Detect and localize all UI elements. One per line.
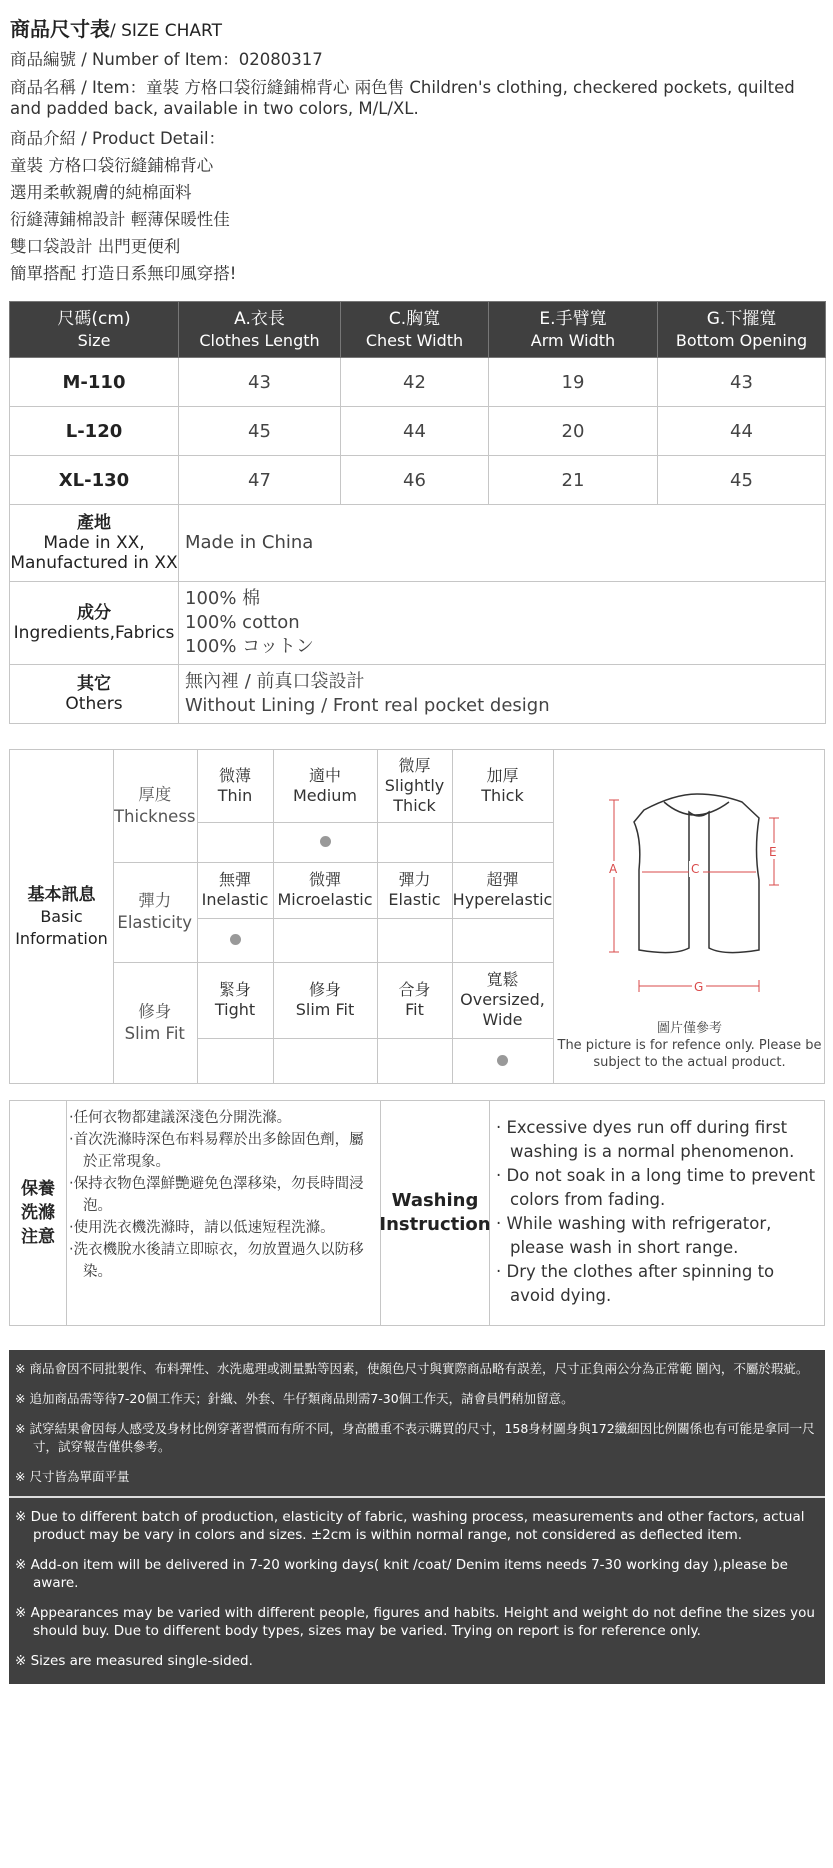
- header-en: Chest Width: [365, 330, 464, 350]
- origin-label: [10, 505, 179, 582]
- title-en: / SIZE CHART: [110, 21, 222, 41]
- size-label: L-120: [10, 407, 179, 456]
- selection-cell: [377, 1038, 452, 1083]
- notice-item: ※ Appearances may be varied with different people, figures and habits. Height and weight do not define the sizes you should buy. Due to different body types, sizes may be varied. Trying on report is for reference only.: [15, 1605, 815, 1639]
- selection-cell: [273, 1038, 377, 1083]
- caption-zh: 圖片僅參考: [656, 1021, 722, 1036]
- diagram-caption: [554, 1020, 825, 1071]
- option-zh: 適中: [308, 765, 341, 785]
- option-zh: 修身: [308, 980, 341, 999]
- option-zh: 無彈: [218, 870, 251, 889]
- header-zh: A.衣長: [234, 308, 285, 329]
- option-zh: 超彈: [486, 870, 519, 889]
- label-e: E: [769, 845, 777, 859]
- measurement-diagram: [553, 750, 825, 1083]
- others-line: Without Lining / Front real pocket design: [185, 695, 550, 716]
- fabric-en: Ingredients,Fabrics: [13, 623, 175, 643]
- selection-cell: [452, 918, 553, 962]
- page-title: [10, 14, 825, 46]
- list-item: ‧任何衣物都建議深淺色分開洗滌。: [69, 1110, 292, 1126]
- size-label: M-110: [10, 358, 179, 407]
- table-row: [10, 456, 826, 505]
- basic-info-zh: 基本訊息: [27, 884, 96, 905]
- origin-en: Made in XX,: [43, 533, 145, 553]
- origin-row: [10, 505, 826, 582]
- basic-info-en: Information: [15, 928, 108, 948]
- selection-cell: [197, 1038, 273, 1083]
- notice-item: ※ 商品會因不同批製作、布料彈性、水洗處理或測量點等因素，使顏色尺寸與實際商品略有誤差，尺寸正負兩公分為正常範 圍內，不屬於瑕疵。: [15, 1361, 809, 1376]
- option-slightly-thick: [377, 750, 452, 822]
- table-row: [10, 358, 826, 407]
- detail-line: 雙口袋設計 出門更便利: [10, 237, 181, 256]
- detail-line: 簡單搭配 打造日系無印風穿搭!: [10, 264, 237, 283]
- notice-item: ※ 追加商品需等待7-20個工作天；針織、外套、牛仔類商品則需7-30個工作天，請會員們稍加留意。: [15, 1391, 574, 1406]
- fit-label: [113, 962, 197, 1083]
- selection-cell: [452, 822, 553, 862]
- notice-item: ※ Due to different batch of production, elasticity of fabric, washing process, measurements and other factors, actual product may be vary in colors and sizes. ±2cm is within normal range, not considered as deflected item.: [15, 1509, 805, 1543]
- list-item: ‧使用洗衣機洗滌時，請以低速短程洗滌。: [69, 1220, 335, 1236]
- header-length: [179, 302, 341, 358]
- selection-cell: [377, 822, 452, 862]
- arm-value: 19: [489, 358, 658, 407]
- notice-box: [9, 1350, 825, 1684]
- cat-en: Slim Fit: [124, 1023, 185, 1043]
- option-oversized: [452, 962, 553, 1038]
- header-zh: E.手臂寬: [539, 308, 607, 329]
- option-en: Slim Fit: [295, 1000, 355, 1019]
- notice-item: ※ 試穿結果會因每人感受及身材比例穿著習慣而有所不同，身高體重不表示購買的尺寸，158身材圖身與172纖細因比例關係也有可能是拿同一尺寸，試穿報告僅供參考。: [15, 1421, 815, 1454]
- label-c: C: [691, 862, 700, 876]
- header-arm: [489, 302, 658, 358]
- others-line: 無內裡 / 前真口袋設計: [185, 671, 365, 692]
- notice-en: [9, 1496, 825, 1684]
- option-zh: 加厚: [486, 765, 519, 785]
- label-g: G: [694, 980, 704, 994]
- product-header: [10, 14, 825, 287]
- detail-label: 商品介紹 / Product Detail：: [10, 129, 226, 148]
- header-bottom: [658, 302, 826, 358]
- size-table-header: [10, 302, 826, 358]
- selection-cell: [452, 1038, 553, 1083]
- wash-zh-line: 保養: [21, 1179, 55, 1199]
- option-microelastic: [273, 862, 377, 918]
- bottom-value: 45: [658, 456, 826, 505]
- others-value: [179, 665, 826, 724]
- list-item: · Excessive dyes run off during first washing is a normal phenomenon.: [496, 1118, 795, 1161]
- option-zh: 微薄: [218, 765, 251, 785]
- vest-diagram: [554, 750, 825, 1015]
- option-medium: [273, 750, 377, 822]
- detail-line: 童裝 方格口袋衍縫鋪棉背心: [10, 156, 214, 175]
- header-en: Clothes Length: [199, 330, 320, 350]
- wash-zh-line: 注意: [21, 1227, 55, 1247]
- chest-value: 42: [341, 358, 489, 407]
- washing-section: [9, 1100, 825, 1326]
- measure-labels: [607, 843, 781, 995]
- fabric-value: [179, 582, 826, 665]
- selection-cell: [377, 918, 452, 962]
- chest-value: 46: [341, 456, 489, 505]
- washing-label-en: [380, 1101, 490, 1325]
- detail-line: 衍縫薄鋪棉設計 輕薄保暖性佳: [10, 210, 230, 229]
- option-en: Elastic: [388, 890, 441, 909]
- elasticity-options-row: [113, 862, 553, 918]
- origin-value: Made in China: [179, 505, 826, 582]
- cat-zh: 彈力: [138, 891, 172, 910]
- thickness-label: [113, 750, 197, 862]
- header-zh: C.胸寬: [388, 308, 441, 329]
- option-zh: 微厚: [398, 755, 431, 775]
- option-thick: [452, 750, 553, 822]
- notice-item: ※ 尺寸皆為單面平量: [15, 1469, 130, 1484]
- option-en: Fit: [405, 1000, 424, 1019]
- selection-cell: [273, 918, 377, 962]
- title-zh: 商品尺寸表: [10, 17, 110, 41]
- notice-item: ※ Sizes are measured single-sided.: [15, 1653, 253, 1669]
- wash-en-line: Washing: [391, 1190, 479, 1211]
- item-name: 商品名稱 / Item：童裝 方格口袋衍縫鋪棉背心 兩色售 Children's clothing, checkered pockets, quilted and padded back, available in two colors, M/L/XL.: [10, 78, 795, 118]
- notice-item: ※ Add-on item will be delivered in 7-20 working days( knit /coat/ Denim items needs 7-30 working day ),please be aware.: [15, 1557, 788, 1591]
- detail-line: 選用柔軟親膚的純棉面料: [10, 183, 192, 202]
- option-thin: [197, 750, 273, 822]
- others-zh: 其它: [77, 674, 111, 694]
- option-elastic: [377, 862, 452, 918]
- selection-cell: [273, 822, 377, 862]
- size-chart-table: [9, 301, 826, 724]
- option-inelastic: [197, 862, 273, 918]
- wash-en-line: Instruction: [379, 1214, 491, 1235]
- option-zh: 微彈: [308, 870, 341, 889]
- option-zh: 緊身: [218, 980, 251, 999]
- caption-en: The picture is for refence only. Please be: [557, 1038, 822, 1053]
- fabric-line: 100% コットン: [185, 636, 314, 657]
- header-size: [10, 302, 179, 358]
- washing-list-zh: [67, 1107, 367, 1283]
- others-label: [10, 665, 179, 724]
- list-item: ‧首次洗滌時深色布料易釋於出多餘固色劑，屬於正常現象。: [69, 1132, 364, 1170]
- list-item: ‧保持衣物色澤鮮艷避免色澤移染，勿長時間浸泡。: [69, 1176, 364, 1214]
- header-en: Arm Width: [530, 330, 616, 350]
- list-item: · Dry the clothes after spinning to avoid dying.: [496, 1262, 775, 1305]
- arm-value: 21: [489, 456, 658, 505]
- list-item: ‧洗衣機脫水後請立即晾衣，勿放置過久以防移染。: [69, 1242, 364, 1280]
- length-value: 45: [179, 407, 341, 456]
- fabric-line: 100% cotton: [185, 612, 300, 633]
- origin-en: Manufactured in XX: [10, 553, 178, 573]
- table-row: [10, 407, 826, 456]
- washing-list-en: [494, 1116, 824, 1308]
- header-zh: G.下擺寬: [706, 308, 777, 329]
- elasticity-label: [113, 862, 197, 962]
- selected-dot-icon: [230, 934, 241, 945]
- item-number: 商品編號 / Number of Item：02080317: [10, 50, 323, 69]
- fabric-line: 100% 棉: [185, 588, 261, 609]
- option-zh: 合身: [398, 980, 431, 999]
- list-item: · While washing with refrigerator, please wash in short range.: [496, 1214, 772, 1257]
- attribute-grid: [113, 750, 554, 1084]
- list-item: · Do not soak in a long time to prevent colors from fading.: [496, 1166, 816, 1209]
- size-label: XL-130: [10, 456, 179, 505]
- cat-en: Thickness: [113, 806, 196, 826]
- option-en: Slightly Thick: [384, 775, 445, 815]
- bottom-value: 44: [658, 407, 826, 456]
- measure-lines: [609, 800, 779, 992]
- bottom-value: 43: [658, 358, 826, 407]
- caption-en: subject to the actual product.: [593, 1055, 786, 1070]
- length-value: 47: [179, 456, 341, 505]
- fit-options-row: [113, 962, 553, 1038]
- others-en: Others: [65, 694, 123, 714]
- option-hyperelastic: [452, 862, 553, 918]
- option-en: Microelastic: [277, 890, 373, 909]
- option-en: Medium: [293, 785, 357, 805]
- option-en: Thick: [481, 785, 524, 805]
- cat-zh: 厚度: [138, 784, 172, 804]
- chest-value: 44: [341, 407, 489, 456]
- fabric-label: [10, 582, 179, 665]
- option-en: Oversized, Wide: [460, 990, 545, 1029]
- others-row: [10, 665, 826, 724]
- option-zh: 寬鬆: [486, 970, 519, 989]
- selected-dot-icon: [497, 1055, 508, 1066]
- selection-cell: [197, 822, 273, 862]
- thickness-options-row: [113, 750, 553, 822]
- origin-zh: 產地: [77, 513, 111, 533]
- header-en: Bottom Opening: [675, 330, 808, 350]
- length-value: 43: [179, 358, 341, 407]
- option-en: Thin: [217, 785, 253, 805]
- notice-zh: [9, 1350, 825, 1496]
- cat-en: Elasticity: [117, 913, 193, 932]
- option-slim-fit: [273, 962, 377, 1038]
- basic-info-label: [10, 750, 114, 1083]
- header-chest: [341, 302, 489, 358]
- cat-zh: 修身: [138, 1001, 172, 1021]
- arm-value: 20: [489, 407, 658, 456]
- header-zh: 尺碼(cm): [57, 308, 131, 329]
- option-en: Tight: [214, 1000, 256, 1019]
- washing-label-zh: [10, 1101, 67, 1325]
- selection-cell: [197, 918, 273, 962]
- label-a: A: [609, 862, 618, 876]
- wash-zh-line: 洗滌: [21, 1203, 55, 1223]
- fabric-zh: 成分: [77, 603, 111, 623]
- option-en: Hyperelastic: [452, 890, 553, 909]
- header-en: Size: [77, 330, 111, 350]
- basic-info-section: [9, 749, 825, 1084]
- basic-info-en: Basic: [40, 906, 83, 926]
- option-en: Inelastic: [201, 890, 269, 909]
- option-tight: [197, 962, 273, 1038]
- selected-dot-icon: [320, 836, 331, 847]
- option-zh: 彈力: [398, 870, 431, 889]
- option-fit: [377, 962, 452, 1038]
- fabric-row: [10, 582, 826, 665]
